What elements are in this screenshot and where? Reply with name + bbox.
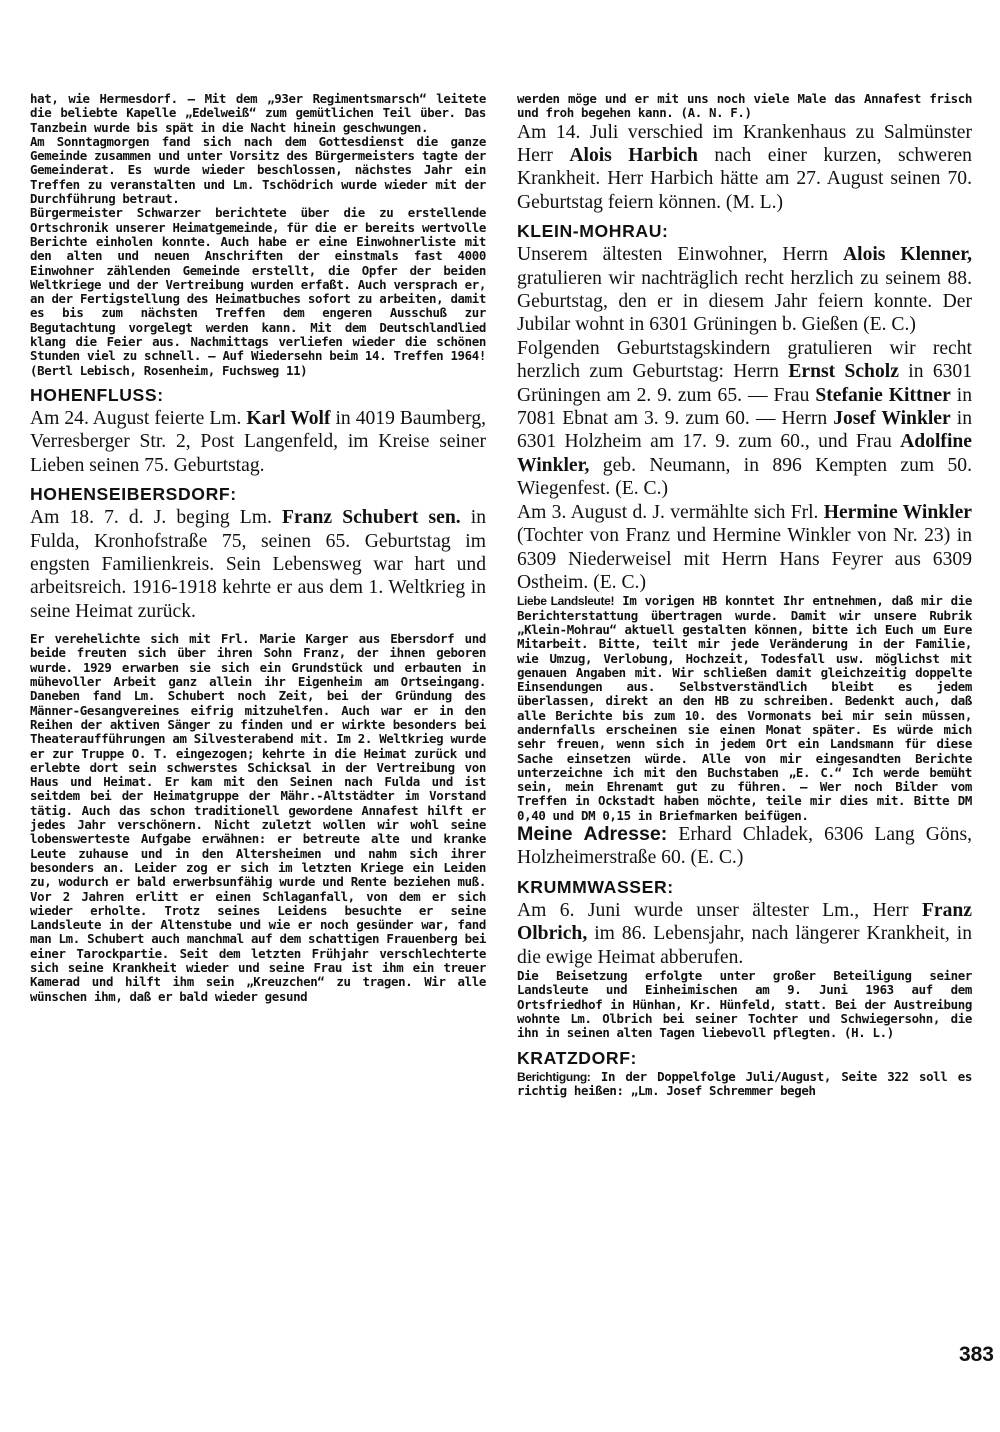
person-name: Ernst Scholz	[788, 361, 899, 383]
paragraph: Liebe Landsleute! Im vorigen HB konntet Ihr entnehmen, daß mir die Berichterstattung übertragen wurde. Damit wir unsere Rubrik „Klein-Mohrau“ aktuell gestalten können, bitte ich Euch um Eure Mitarbeit. Bitte, teilt mir jede Veränderung in der Familie, wie Umzug, Verlobung, Hochzeit, Todesfall usw. möglichst mit genauen Angaben mit. Wir schließen damit gleichzeitig doppelte Einsendungen aus. Selbstverständlich bleibt es jedem überlassen, direkt an den HB zu schreiben. Bedenkt auch, daß alle Berichte bis zum 10. des Vormonats bei mir sein müssen, andernfalls erscheinen sie einen Monat später. Es würde mich sehr freuen, wenn sich in jedem Ort ein Landsmann für diese Sache einsetzen würde. Alle von mir eingesandten Berichte unterzeichne ich mit den Buchstaben „E. C.“ Ich werde bemüht sein, mein Ehrenamt gut zu führen. — Wer noch Bilder vom Treffen in Ockstadt haben möchte, teile mir dies mit. Bitte DM 0,40 und DM 0,15 in Briefmarken beifügen.	[517, 593, 972, 823]
paragraph: Am 14. Juli verschied im Krankenhaus zu Salmünster Herr Alois Harbich nach einer kurzen, schweren Krankheit. Herr Harbich hätte am 27. August seinen 70. Geburtstag feiern können. (M. L.)	[517, 121, 972, 213]
section-heading-hohenseibersdorf: HOHENSEIBERSDORF:	[30, 484, 237, 505]
person-name: Stefanie Kittner	[815, 384, 951, 406]
person-name: Alois Harbich	[569, 145, 698, 166]
paragraph: Bürgermeister Schwarzer berichtete über die zu erstellende Ortschronik unserer Heimatgemeinde, für die er bereits wertvolle Berichte einholen konnte. Auch habe er eine Einwohnerliste mit den alten und neuen Anschriften der einstmals fast 4000 Einwohner zählenden Gemeinde erstellt, die Opfer der beiden Weltkriege und der Vertreibung wurden erfaßt. Auch versprach er, an der Fertigstellung des Heimatbuches sofort zu arbeiten, damit es bis zum nächsten Treffen dem engeren Ausschuß zur Begutachtung vorgelegt werden kann. Mit dem Deutschlandlied klang die Feier aus. Nachmittags verliefen wieder die schönen Stunden viel zu schnell. — Auf Wiedersehn beim 14. Treffen 1964! (Bertl Lebisch, Rosenheim, Fuchsweg 11)	[30, 205, 486, 378]
paragraph: Am Sonntagmorgen fand sich nach dem Gottesdienst die ganze Gemeinde zusammen und unter Vorsitz des Bürgermeisters tagte der Gemeinderat. Es wurde wieder beschlossen, nächstes Jahr ein Treffen zu veranstalten und Lm. Tschödrich wurde wieder mit der Durchführung betraut.	[30, 133, 486, 207]
person-name: Franz Olbrich,	[517, 899, 972, 945]
paragraph: Berichtigung: In der Doppelfolge Juli/August, Seite 322 soll es richtig heißen: „Lm. Josef Schremmer begeh	[517, 1068, 972, 1098]
person-name: Hermine Winkler	[823, 501, 972, 523]
paragraph: Die Beisetzung erfolgte unter großer Beteiligung seiner Landsleute und Einheimischen am 9. Juni 1963 auf dem Ortsfriedhof in Hünhan, Kr. Hünfeld, statt. Bei der Austreibung wohnte Lm. Olbrich bei seiner Tochter und Schwiegersohn, die ihn in seinen alten Tagen liebevoll pflegten. (H. L.)	[517, 968, 972, 1041]
page-number: 383	[958, 1343, 994, 1366]
person-name: Adolfine Winkler,	[517, 431, 972, 476]
paragraph: werden möge und er mit uns noch viele Male das Annafest frisch und froh begehen kann. (A. N. F.)	[517, 91, 972, 121]
paragraph: Am 6. Juni wurde unser ältester Lm., Herr Franz Olbrich, im 86. Lebensjahr, nach längerer Krankheit, in die ewige Heimat abberufen.	[517, 899, 973, 968]
intro-label: Liebe Landsleute!	[517, 594, 615, 609]
paragraph: Am 3. August d. J. vermählte sich Frl. Hermine Winkler (Tochter von Franz und Hermine Winkler von Nr. 23) in 6309 Niederweisel mit Herrn Hans Feyrer aus 6309 Ostheim. (E. C.)	[517, 501, 972, 593]
left-column	[30, 92, 486, 1004]
section-heading-hohenfluss: HOHENFLUSS:	[30, 384, 164, 405]
section-heading-klein-mohrau: KLEIN-MOHRAU:	[517, 221, 669, 242]
paragraph: Am 24. August feierte Lm. Karl Wolf in 4019 Baumberg, Verresberger Str. 2, Post Langenfeld, im Kreise seiner Lieben seinen 75. Geburtstag.	[30, 407, 487, 476]
person-name: Franz Schubert sen.	[282, 507, 461, 529]
right-column	[517, 92, 972, 1098]
paragraph: Meine Adresse: Erhard Chladek, 6306 Lang Göns, Holzheimerstraße 60. (E. C.)	[517, 823, 972, 869]
paragraph: Unserem ältesten Einwohner, Herrn Alois Klenner, gratulieren wir nachträglich recht herzlich zu seinem 88. Geburtstag, den er in diesem Jahr feiern konnte. Der Jubilar wohnt in 6301 Grüningen b. Gießen (E. C.)	[517, 244, 972, 336]
paragraph: Er verehelichte sich mit Frl. Marie Karger aus Ebersdorf und beide freuten sich über ihren Sohn Franz, der ihnen geboren wurde. 1929 erwarben sie sich ein Grundstück und erbauten in mühevoller Arbeit ganz allein ihr Eigenheim am Ortseingang. Daneben fand Lm. Schubert noch Zeit, bei der Gründung des Männer-Gesangvereines eifrig mitzuhelfen. Auch war er in den Reihen der aktiven Sänger zu finden und er wirkte besonders bei Theateraufführungen am Silvesterabend mit. Im 2. Weltkrieg wurde er zur Truppe O. T. eingezogen; kehrte in die Heimat zurück und erlebte dort sein schwerstes Schicksal in der Vertreibung von Haus und Heimat. Er kam mit den Seinen nach Fulda und ist seitdem bei der Heimatgruppe der Mähr.-Altstädter im Vorstand tätig. Auch das schon traditionell gewordene Annafest hilft er jedes Jahr verschönern. Nicht zuletzt wollen wir wohl seine lobenswerteste Aufgabe erwähnen: er betreute alte und kranke Leute zuhause und in den Altersheimen und nahm sich ihrer besonders an. Leider zog er sich im letzten Kriege ein Leiden zu, wodurch er bald erwerbsunfähig wurde und Rente beziehen muß. Vor 2 Jahren erlitt er einen Schlaganfall, von dem er sich wieder erholte. Trotz seines Leidens besuchte er seine Landsleute in der Altenstube und wie er noch gesünder war, fand man Lm. Schubert auch manchmal auf dem schattigen Frauenberg bei einer Tarockpartie. Seit dem letzten Frühjahr verschlechterte sich seine Krankheit wieder und seine Frau ist ihm ein treuer Kamerad und hilft ihm sein „Kreuzchen“ zu tragen. Wir alle wünschen ihm, daß er bald wieder gesund	[30, 631, 486, 1004]
person-name: Josef Winkler	[833, 408, 951, 430]
paragraph: hat, wie Hermesdorf. — Mit dem „93er Regimentsmarsch“ leitete die beliebte Kapelle „Edelweiß“ zum gemütlichen Teil über. Das Tanzbein wurde bis spät in die Nacht hinein geschwungen.	[30, 91, 486, 135]
paragraph: Folgenden Geburtstagskindern gratulieren wir recht herzlich zum Geburtstag: Herrn Ernst Scholz in 6301 Grüningen am 2. 9. zum 65. — Frau Stefanie Kittner in 7081 Ebnat am 3. 9. zum 60. — Herrn Josef Winkler in 6301 Holzheim am 17. 9. zum 60., und Frau Adolfine Winkler, geb. Neumann, in 896 Kempten zum 50. Wiegenfest. (E. C.)	[517, 337, 973, 500]
intro-label: Berichtigung:	[517, 1069, 591, 1084]
section-heading-krummwasser: KRUMMWASSER:	[517, 876, 674, 897]
person-name: Karl Wolf	[246, 407, 331, 429]
paragraph: Am 18. 7. d. J. beging Lm. Franz Schubert sen. in Fulda, Kronhofstraße 75, seinen 65. Geburtstag im engsten Familienkreis. Sein Lebensweg war hart und arbeitsreich. 1916-1918 kehrte er aus dem 1. Weltkrieg in seine Heimat zurück.	[30, 507, 487, 622]
section-heading-kratzdorf: KRATZDORF:	[517, 1047, 638, 1068]
person-name: Alois Klenner,	[842, 244, 972, 266]
address-label: Meine Adresse:	[517, 823, 668, 846]
